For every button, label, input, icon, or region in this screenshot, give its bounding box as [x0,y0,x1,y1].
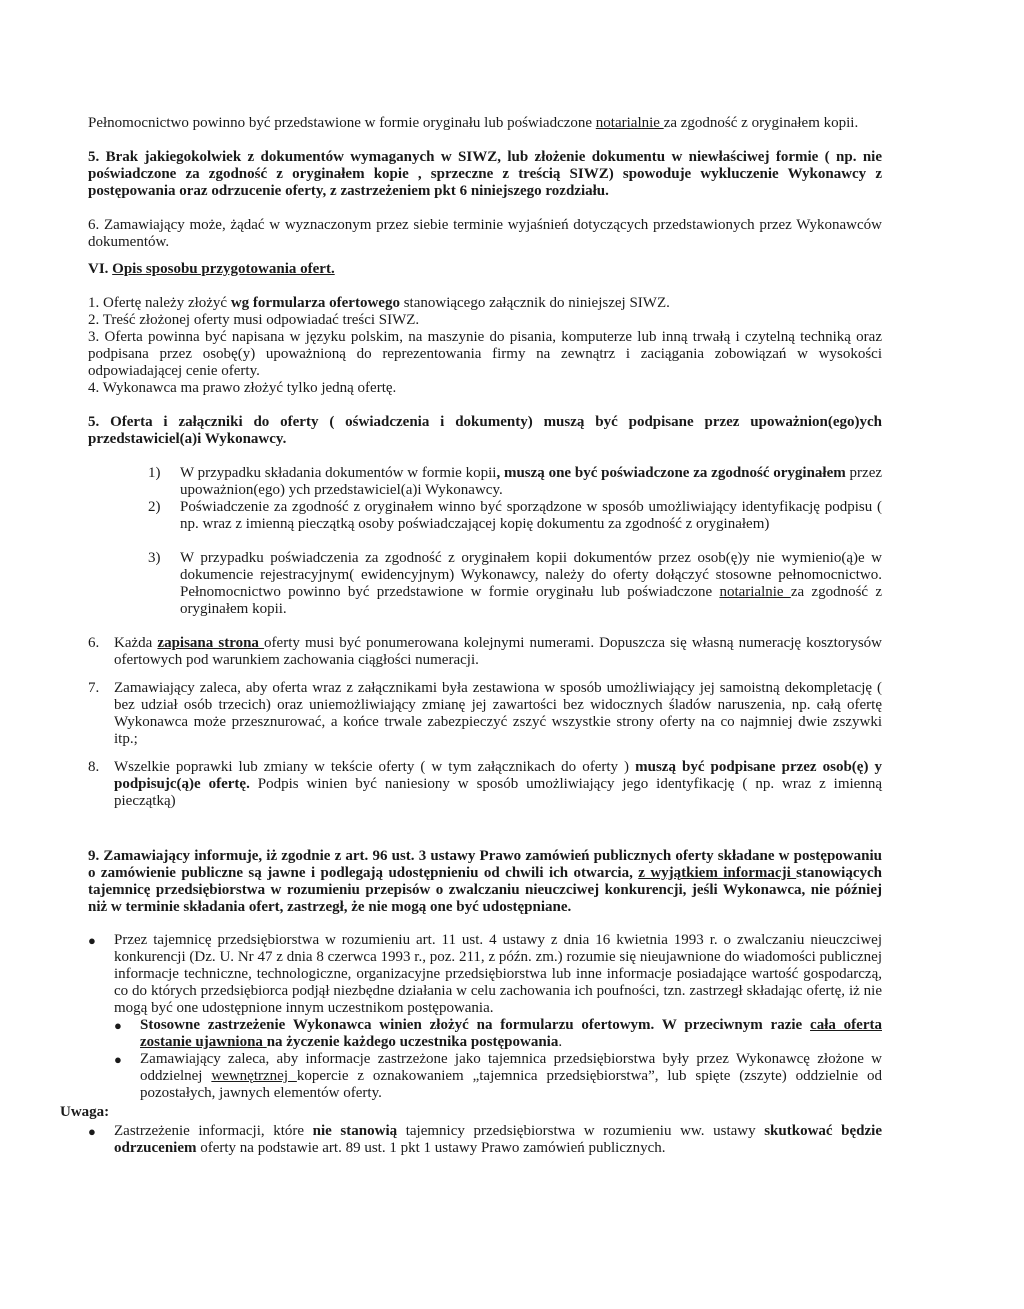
bullet-item-envelope: ● Zamawiający zaleca, aby informacje zastrzeżone jako tajemnica przedsiębiorstwa były przez Wykonawcę złożone w oddzielnej wewnętrznej kopercie z oznakowaniem „tajemnica przedsiębiorstwa”, lub spięte (zszyte) oddzielnie od pozostałych, jawnych elementów oferty. [114,1051,882,1101]
section-heading: VI. Opis sposobu przygotowania ofert. [88,261,335,277]
list-item-9: 9. Zamawiający informuje, iż zgodnie z art. 96 ust. 3 ustawy Prawo zamówień publicznych oferty składane w postępowaniu o zamówienie publiczne są jawne i podlegają udostępnieniu od chwili ich otwarcia, z wyjątkiem informacji stanowiących tajemnicę przedsiębiorstwa w rozumieniu przepisów o zwalczaniu nieuczciwej konkurencji, jeśli Wykonawca, nie później niż w terminie składania ofert, zastrzegł, że nie mogą one być udostępniane. [88,848,883,915]
list-item-1: 1. Ofertę należy złożyć wg formularza ofertowego stanowiącego załącznik do niniejszej SIWZ. [88,295,670,311]
note-label: Uwaga: [60,1104,110,1120]
paragraph-item-6-clarifications: 6. Zamawiający może, żądać w wyznaczonym przez siebie terminie wyjaśnień dotyczących przedstawionych przez Wykonawców dokumentów. [88,217,882,250]
list-item-2: 2. Treść złożonej oferty musi odpowiadać treści SIWZ. [88,312,420,328]
bullet-icon: ● [88,933,96,948]
list-item-3: 3. Oferta powinna być napisana w języku polskim, na maszynie do pisania, komputerze lub inną trwałą i czytelną techniką oraz podpisana przez osobę(y) upoważnioną do reprezentowania firmy na zewnątrz i zaciągania zobowiązań w wysokości odpowiadającej cenie oferty. [88,329,882,379]
bullet-item-trade-secret: ● Przez tajemnicę przedsiębiorstwa w rozumieniu art. 11 ust. 4 ustawy z dnia 16 kwietnia 1993 r. o zwalczaniu nieuczciwej konkurencji (Dz. U. Nr 47 z dnia 8 czerwca 1993 r., poz. 211, z późn. zm.) rozumie się nieujawnione do wiadomości publicznej informacje techniczne, technologiczne, organizacyjne przedsiębiorstwa lub inne informacje posiadające wartość gospodarczą, co do których przedsiębiorca podjął niezbędne działania w celu zachowania ich poufności, tzn. zastrzegł składając ofertę, iż nie mogą być one udostępnione innym uczestnikom postępowania. [88,932,882,1016]
list-item-7: 7. Zamawiający zaleca, aby oferta wraz z załącznikami była zestawiona w sposób umożliwiający jej samoistną dekompletację ( bez udział osób trzecich) oraz uniemożliwiający zmianę jej zawartości bez widocznych śladów naruszenia, np. całą ofertę Wykonawca może przesznurować, a końce trwale zabezpieczyć zszyć wszystkie strony oferty na co najmniej dwie zszywki itp.; [88,680,882,747]
list-item-4: 4. Wykonawca ma prawo złożyć tylko jedną ofertę. [88,380,397,396]
bullet-item-reservation: ● Stosowne zastrzeżenie Wykonawca winien złożyć na formularzu ofertowym. W przeciwnym razie cała oferta zostanie ujawniona na życzenie każdego uczestnika postępowania. [114,1017,882,1050]
sub-item-1: 1) W przypadku składania dokumentów w formie kopii, muszą one być poświadczone za zgodność oryginałem przez upoważnion(ego) ych przedstawiciel(a)i Wykonawcy. [148,465,883,498]
list-item-8: 8. Wszelkie poprawki lub zmiany w tekście oferty ( w tym załącznikach do oferty ) muszą być podpisane przez osob(ę) y podpisujc(ą)e ofertę. Podpis winien być naniesiony w sposób umożliwiający jego identyfikację ( np. wraz z imienną pieczątką) [88,759,882,809]
bullet-icon: ● [88,1124,96,1139]
list-item-6: 6. Każda zapisana strona oferty musi być ponumerowana kolejnymi numerami. Dopuszcza się własną numerację kosztorysów ofertowych pod warunkiem zachowania ciągłości numeracji. [88,635,882,668]
sub-item-2: 2) Poświadczenie za zgodność z oryginałem winno być sporządzone w sposób umożliwiający identyfikację podpisu ( np. wraz z imienną pieczątką osoby poświadczającej kopię dokumentu za zgodność z oryginałem) [148,499,882,532]
bullet-item-rejection: ● Zastrzeżenie informacji, które nie stanowią tajemnicy przedsiębiorstwa w rozumieniu ww. ustawy skutkować będzie odrzuceniem oferty na podstawie art. 89 ust. 1 pkt 1 ustawy Prawo zamówień publicznych. [88,1123,883,1156]
paragraph-power-of-attorney: Pełnomocnictwo powinno być przedstawione w formie oryginału lub poświadczone notarialnie za zgodność z oryginałem kopii. [88,115,859,131]
paragraph-item-5-missing-documents: 5. Brak jakiegokolwiek z dokumentów wymaganych w SIWZ, lub złożenie dokumentu w niewłaściwej formie ( np. nie poświadczone za zgodność z oryginałem kopie , sprzeczne z treścią SIWZ) spowoduje wykluczenie Wykonawcy z postępowania oraz odrzucenie oferty, z zastrzeżeniem pkt 6 niniejszego rozdziału. [88,149,882,199]
list-item-5: 5. Oferta i załączniki do oferty ( oświadczenia i dokumenty) muszą być podpisane przez upoważnion(ego)ych przedstawiciel(a)i Wykonawcy. [88,414,882,447]
bullet-icon: ● [114,1018,122,1033]
bullet-icon: ● [114,1052,122,1067]
sub-item-3: 3) W przypadku poświadczenia za zgodność z oryginałem kopii dokumentów przez osob(ę)y nie wymienio(ą)e w dokumencie rejestracyjnym( ewidencyjnym) Wykonawcy, należy do oferty dołączyć stosowne pełnomocnictwo. Pełnomocnictwo powinno być przedstawione w formie oryginału lub poświadczone notarialnie za zgodność z oryginałem kopii. [148,550,882,617]
